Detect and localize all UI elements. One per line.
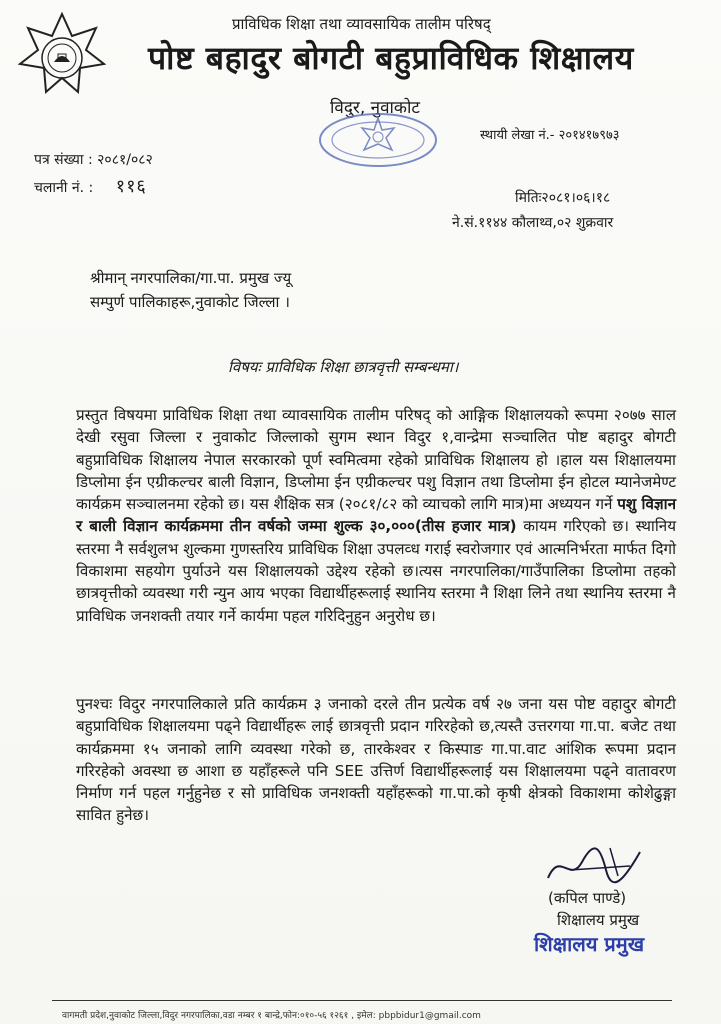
letter-date: मितिः२०८१।०६।१८ [515,190,611,206]
footer-contact: वागमती प्रदेश,नुवाकोट जिल्ला,विदुर नगरपालिका,वडा नम्बर १ बान्द्रे,फोन:०१०-५६ १२६१ , इमेल: pbpbidur1@gmail.com [62,1011,481,1021]
footer-divider [52,1000,672,1001]
office-seal-stamp-icon [316,108,440,168]
handwritten-signature-icon [540,840,650,890]
body-paragraph-postscript: पुनश्चः विदुर नगरपालिकाले प्रति कार्यक्रम ३ जनाको दरले तीन प्रत्येक वर्ष २७ जना यस पोष्ट वहादुर बोगटी बहुप्राविधिक शिक्षालयमा पढ्ने विद्यार्थीहरू लाई छात्रवृत्ती प्रदान गरिरहेको छ,त्यस्तै उत्तरगया गा.पा. बजेट तथा कार्यक्रममा १५ जनाको लागि व्यवस्था गरेको छ, तारकेश्वर र किस्पाङ गा.पा.वाट आंशिक रूपमा प्रदान गरिरहेको अवस्था छ आशा छ यहाँहरूले पनि SEE उत्तिर्ण विद्यार्थीहरूलाई यस शिक्षालयमा पढ्ने वातावरण निर्माण गर्न पहल गर्नुहुनेछ र सो प्राविधिक जनशक्ती यहाँहरूको गा.पा.को कृषी क्षेत्रको विकाशमा कोशेढुङ्गा सावित हुनेछ। [76,695,676,825]
signatory-role: शिक्षालय प्रमुख [557,911,640,929]
college-name: पोष्ट बहादुर बोगटी बहुप्राविधिक शिक्षालय [148,39,634,77]
star-emblem-logo-icon [18,12,106,100]
body-paragraph-1-part-a: प्रस्तुत विषयमा प्राविधिक शिक्षा तथा व्यावसायिक तालीम परिषद् को आङ्गिक शिक्षालयको रूपमा २०७७ साल देखी रसुवा जिल्ला र नुवाकोट जिल्लाको सुगम स्थान विदुर १,वान्द्रेमा सञ्चालित पोष्ट बहादुर बोगटी बहुप्राविधिक शिक्षालय नेपाल सरकारको पूर्ण स्वमित्वमा रहेको प्राविधिक शिक्षालय हो ।हाल यस शिक्षालयमा डिप्लोमा ईन एग्रीकल्चर बाली विज्ञान, डिप्लोमा ईन एग्रीकल्चर पशु विज्ञान तथा डिप्लोमा ईन होटल म्यानेजमेण्ट कार्यक्रम सञ्चालनमा रहेको छ। यस शैक्षिक सत्र (२०८१/८२ को व्याचको लागि मात्र)मा अध्ययन गर्ने [76,406,676,514]
letter-subject: विषयः प्राविधिक शिक्षा छात्रवृत्ती सम्बन्धमा। [228,358,459,376]
body-paragraph-1-part-c: कायम गरिएको छ। स्थानिय स्तरमा नै सर्वशुलभ शुल्कमा गुणस्तरिय प्राविधिक शिक्षा उपलव्ध गराई स्वरोजगार एवं आत्मनिर्भरता मार्फत दिगो विकाशमा सहयोग पुर्याउने यस शिक्षालयको उद्देश्य रहेको छ।त्यस नगरपालिका/गाउँपालिका डिप्लोमा तहको छात्रवृत्तीको व्यवस्था गरी न्युन आय भएका विद्यार्थीहरूलाई स्थानिय स्तरमा नै शिक्षा लिने तथा स्थानिय स्तरमा नै प्राविधिक जनशक्ती तयार गर्ने कार्यमा पहल गरिदिनुहुन अनुरोध छ। [76,517,677,625]
body-paragraph-1 [76,404,676,627]
recipient-line-1: श्रीमान् नगरपालिका/गा.पा. प्रमुख ज्यू [90,269,292,287]
body-paragraph-1-fee-highlight: पशु विज्ञान र बाली विज्ञान कार्यक्रममा तीन वर्षको जम्मा शुल्क ३०,०००(तीस हजार मात्र) [76,495,677,536]
reference-number: पत्र संख्या : २०८१/०८२ [34,152,153,168]
letter-date-nepal-sambat: ने.सं.११४४ कौलाथ्व,०२ शुक्रवार [452,215,614,231]
dispatch-label: चलानी नं. : [34,180,94,196]
dispatch-number: ११६ [115,176,147,197]
role-stamp: शिक्षालय प्रमुख [534,932,645,956]
recipient-line-2: सम्पुर्ण पालिकाहरू,नुवाकोट जिल्ला । [90,293,290,311]
permanent-account-number: स्थायी लेखा नं.- २०१४१७९७३ [480,128,620,143]
council-name: प्राविधिक शिक्षा तथा व्यावसायिक तालीम परिषद् [232,15,491,33]
college-address: विदुर, नुवाकोट [330,98,420,118]
signatory-name: (कपिल पाण्डे) [548,889,627,907]
dispatch-number-row [34,174,147,198]
